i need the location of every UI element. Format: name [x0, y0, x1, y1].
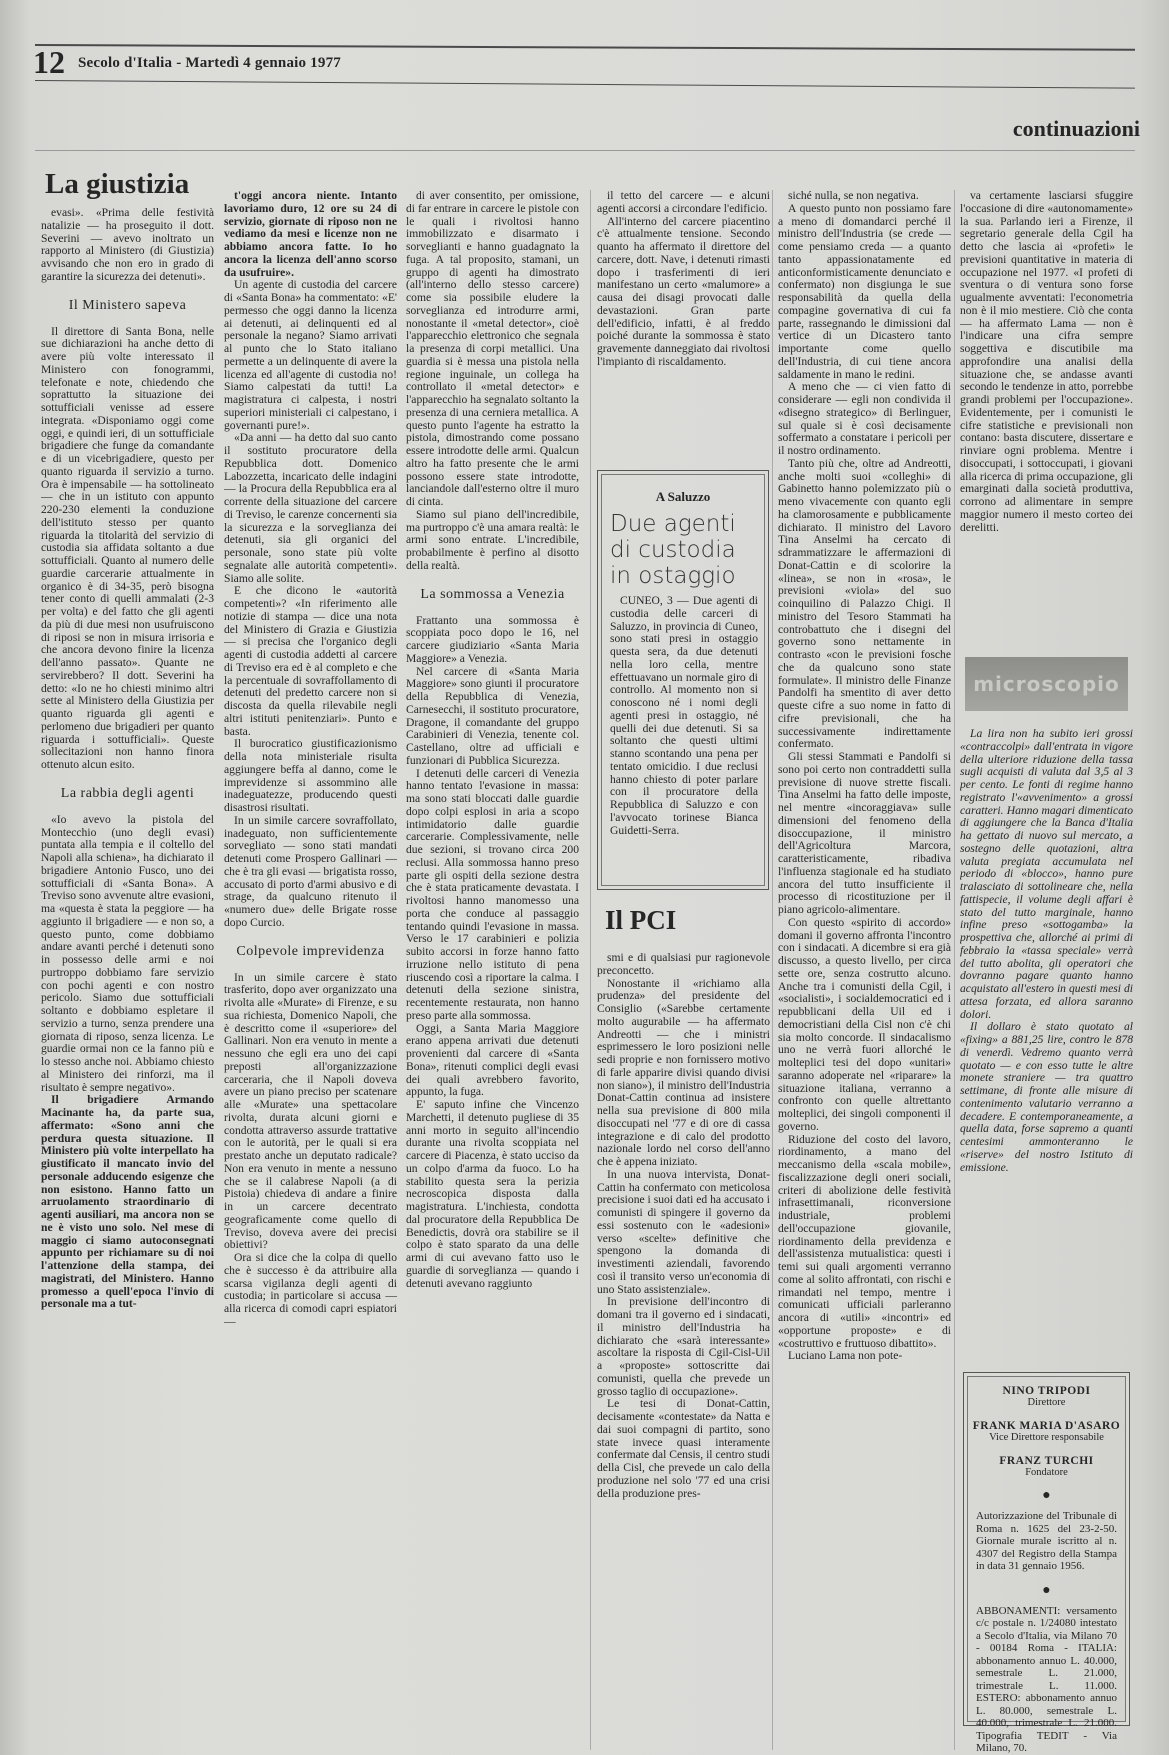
registration-text: Autorizzazione del Tribunale di Roma n. 1625 del 23-2-50. Giornale murale iscritto al n. 4307 del Registro della Stampa in data 31 gennaio 1956. — [976, 1510, 1117, 1572]
paragraph: Ora si dice che la colpa di quello che è successo è da attribuire alla scarsa vigilanza degli agenti di custodia; in particolare si accusa — alla ricerca di comodi capri espiatori — — [224, 1251, 397, 1328]
saluzzo-article-box — [597, 470, 769, 890]
paragraph: In un simile carcere è stato trasferito, dopo aver organizzato una rivolta alle «Murate» di Firenze, e su sua richiesta, Domenico Napoli, che è descritto come il «superiore» del Gallinari. Non era venuto in mente a nessuno che egli era uno dei capi preposti all'organizzazione carceraria, che il Napoli doveva avere un piano preciso per scatenare alle «Murate» una spettacolare rivolta, durata alcuni giorni e condotta attraverso assurde trattative con le autorità, per le quali si era prestato anche un deputato radicale? Non era venuto in mente a nessuno che se il calabrese Napoli (a di Pistoia) chiedeva di andare a finire in un carcere decentrato geograficamente come quello di Treviso, doveva avere dei precisi obiettivi? — [224, 970, 397, 1252]
paper-date-line: Secolo d'Italia - Martedì 4 gennaio 1977 — [78, 55, 341, 71]
paragraph: A meno che — ci vien fatto di considerare — egli non condivida il «disegno strategico» di Berlinguer, sul quale si è così decisamente soffermato a constatare i pericoli per il nostro ordinamento. — [778, 380, 951, 457]
column-divider — [590, 190, 591, 1750]
column-4-top — [597, 190, 770, 450]
paragraph: Frattanto una sommossa è scoppiata poco dopo le 16, nel carcere giudiziario «Santa Maria Maggiore» a Venezia. — [406, 613, 579, 665]
paragraph: In un simile carcere sovraffollato, inadeguato, non sufficientemente sorvegliato — sono stati mandati detenuti come Prospero Gallinari — che è tra gli evasi — brigatista rosso, accusato di porto d'armi abusivo e di strage, da qualcuno ritenuto il «numero due» delle Brigate rosse dopo Curcio. — [224, 813, 397, 929]
saluzzo-kicker: A Saluzzo — [655, 489, 711, 504]
column-1 — [41, 207, 214, 1752]
paragraph: Nonostante il «richiamo alla prudenza» del presidente del Consiglio («Sarebbe certamente molto augurabile — ha affermato Andreotti — che i ministri esprimessero le loro posizioni nelle sedi proprie e non fornissero motivo di farle apparire divisi quando divisi non siano»), il ministro dell'Industria Donat-Cattin continua ad insistere nella sua previsione di 800 mila disoccupati nel '77 e di ore di cassa integrazione e di calo del prodotto nazionale lordo nel corso dell'anno che è appena iniziato. — [597, 976, 770, 1168]
column-6-top — [960, 190, 1133, 645]
saluzzo-headline: Due agenti di custodia in ostaggio — [610, 511, 736, 589]
section-rule — [35, 150, 1135, 151]
column-4-bottom — [597, 952, 770, 1752]
paragraph: Le tesi di Donat-Cattin, decisamente «contestate» da Natta e dai suoi compagni di partito, sono state invece quasi interamente confermate dal Censis, il centro studi della Cisl, che prevede un calo della produzione nel solo '77 ed una crisi della produzione pres- — [597, 1397, 770, 1500]
paragraph: Il dollaro è stato quotato al «fixing» a 881,25 lire, contro le 878 di venerdì. Vedremo quanto verrà quotato — e con esso tutte le altre monete straniere — tra quattro settimane, di fronte alle misure di contenimento valutario verranno a decadere. E contemporaneamente, a quella data, forse sapremo a quanti centesimi ammonteranno le «riserve» del nostro Istituto di emissione. — [960, 1020, 1133, 1174]
paragraph: Siamo sul piano dell'incredibile, ma purtroppo c'è una amara realtà: le armi sono entrate. L'incredibile, probabilmente è perfino al disotto della realtà. — [406, 507, 579, 572]
paragraph: Luciano Lama non pote- — [788, 1349, 903, 1363]
microscopio-label: microscopio — [973, 672, 1120, 696]
saluzzo-paragraph: CUNEO, 3 — Due agenti di custodia delle carceri di Saluzzo, in provincia di Cuneo, sono stati presi in ostaggio questa sera, da due detenuti nella loro cella, mentre effettuavano un normale giro di controllo. Al momento non si conoscono né i nomi degli agenti presi in ostaggio, né quelli dei due detenuti. Si sa soltanto che questi ultimi stanno scontando una pena per tentato omicidio. I due reclusi hanno chiesto di poter parlare con il procuratore della Repubblica di Saluzzo e con l'avvocato torinese Bianca Guidetti-Serra. — [610, 594, 758, 837]
subheading: La rabbia degli agenti — [60, 785, 195, 801]
subheading: Colpevole imprevidenza — [236, 943, 385, 959]
paragraph: smi e di qualsiasi pur ragionevole preconcetto. — [597, 952, 770, 977]
paragraph: A questo punto non possiamo fare a meno di domandarci perché il ministro dell'Industria (se crede — come pensiamo creda — a quanto tanto appassionatamente ed anticonformisticamente denunciato e confermato) non disgiunga le sue responsabilità da quella della compagine governativa di cui fa parte, rassegnando le dimissioni dal vertice di un Dicastero tanto importante come quello dell'Industria, di cui tiene ancora saldamente in mano le redini. — [778, 201, 951, 381]
paragraph: Il brigadiere Armando Macinante ha, da parte sua, affermato: «Sono anni che perdura questa situazione. Il Ministero più volte interpellato ha giustificato il mancato invio del personale adducendo esigenze che non esistono. Hanno fatto un arruolamento straordinario di agenti ausiliari, ma ancora non se ne è visto uno solo. Nel mese di maggio ci siamo autoconsegnati appunto per richiamare su di noi l'attenzione della stampa, dei magistrati, del Ministero. Hanno promesso a quell'epoca l'invio di personale ma a tut- — [41, 1093, 214, 1311]
paragraph: va certamente lasciarsi sfuggire l'occasione di dire «autonomamente» la sua. Parlando ieri a Firenze, il segretario generale della Cgil ha detto che lascia ai «profeti» le previsioni quantitative in materia di occupazione nel 1977. «I profeti di sventura o di ventura sono forse ugualmente avventati: l'econometria non è il mio mestiere. Ciò che conta — ha affermato Lama — non è l'indicare una cifra sempre soggettiva e discutibile ma approfondire una analisi della situazione che, se andasse avanti secondo le tendenze in atto, porrebbe grandi problemi per l'occupazione». Evidentemente, per i comunisti le cifre statistiche e previsionali non contano: basta discutere, dissertare e rinviare ogni problema. Mentre i disoccupati, i sottoccupati, i giovani alla ricerca di prima occupazione, gli emarginati dalla società produttiva, corrono ad alimentare in sempre maggior numero il mesto corteo dei derelitti. — [960, 190, 1133, 534]
header-rule-top — [35, 44, 1135, 51]
paragraph: di aver consentito, per omissione, di far entrare in carcere le pistole con le quali i rivoltosi hanno immobilizzato e disarmato i sorveglianti e hanno guadagnato la fuga. A tal proposito, stamani, un gruppo di agenti ha dimostrato (all'interno dello stesso carcere) come sia possibile eludere la sorveglianza ed introdurre armi, nonostante il «metal detector», cioè l'apparecchio elettronico che segnala la presenza di corpi metallici. Una guardia si è messa una pistola nella regione inguinale, un collega ha controllato il «metal detector» e l'apparecchio ha segnalato soltanto la presenza di una cerniera metallica. A questo punto l'agente ha estratto la pistola, dimostrando come possano essere introdotte delle armi. Qualcun altro ha fatto presente che le armi possono essere state introdotte, lanciandole dall'esterno oltre il muro di cinta. — [406, 190, 579, 508]
column-3 — [406, 190, 579, 1752]
paragraph: siché nulla, se non negativa. — [788, 190, 919, 202]
paragraph: «Io avevo la pistola del Montecchio (uno degli evasi) puntata alla tempia e il coltello del Napoli alla schiena», ha dichiarato il brigadiere Antonio Fusco, uno dei sottufficiali di «Santa Bona». A Treviso sono avvenute altre evasioni, ma «questa è stata la peggiore — ha aggiunto il brigadiere — e non so, a questo punto, come dobbiamo andare avanti perché i detenuti sono in possesso delle armi e noi purtroppo dobbiamo fare servizio con pochi agenti e con nostro pericolo. Siamo due sottufficiali soltanto e dobbiamo espletare il servizio a turno, senza prendere una giornata di riposo, senza licenza. Le guardie ormai non ce la fanno più e lo stesso anche noi. Abbiamo chiesto al Ministero dei rinforzi, ma il risultato è sempre negativo». — [41, 812, 214, 1094]
paragraph: Riduzione del costo del lavoro, riordinamento, a mano del meccanismo della «scala mobile», fiscalizzazione degli oneri sociali, criteri di abolizione delle festività infrasettimanali, riconversione industriale, problemi dell'occupazione giovanile, riordinamento della previdenza e dell'assistenza mutualistica: questi i temi sui quali argomenti verranno come al solito affrontati, con rischi e rimandati nel tempo, mentre i comunicati ufficiali parleranno ancora di «utili» «incontri» ed «opportune proposte» e di «costruttivo e fruttuoso dibattito». — [778, 1132, 951, 1350]
article-title-giustizia: La giustizia — [45, 168, 190, 200]
paragraph: I detenuti delle carceri di Venezia hanno tentato l'evasione in massa: ma sono stati bloccati dalle guardie dopo colpi esplosi in aria a scopo intimidatorio dalle guardie carcerarie. Complessivamente, nelle due sezioni, si trovano circa 200 reclusi. Alla sommossa hanno preso parte gli ospiti della sezione destra che è stata praticamente devastata. I rivoltosi hanno manomesso una porta che conduce al passaggio tentando quindi l'evasione in massa. Verso le 17 carabinieri e polizia subito accorsi in forze hanno fatto irruzione nello istituto di pena riuscendo così a riportare la calma. I detenuti della sezione sinistra, recentemente restaurata, non hanno preso parte alla sommossa. — [406, 766, 579, 1022]
vice-director-name: FRANK MARIA D'ASARO — [972, 1420, 1121, 1432]
column-divider — [772, 190, 773, 1750]
director-name: NINO TRIPODI — [1002, 1385, 1091, 1397]
subheading: La sommossa a Venezia — [420, 586, 565, 602]
paragraph: La lira non ha subito ieri grossi «contraccolpi» dall'entrata in vigore della ulteriore riduzione della tassa sugli acquisti di valuta dal 3,5 al 3 per cento. Le fonti di regime hanno registrato l'«avvenimento» a grossi caratteri. Hanno magari dimenticato di aggiungere che la Banca d'Italia ha gettato di nuovo sul mercato, a sostegno delle quotazioni, altra valuta pregiata accumulata nel periodo di «blocco», hanno pure tralasciato di sottolineare che, nella fattispecie, il volume degli affari è stato del tutto marginale, hanno infine preso «sottogamba» la prospettiva che, allorché ai primi di febbraio la «tassa speciale» verrà del tutto abolita, gli operatori che dovranno pagare quanto hanno acquistato all'estero in questi mesi di attesa forzata, ed allora saranno dolori. — [960, 728, 1133, 1021]
paragraph: Il burocratico giustificazionismo della nota ministeriale risulta aggiungere beffa al danno, come le imprevidenze si assommino alle inadeguatezze, producendo questi disastrosi risultati. — [224, 737, 397, 814]
paragraph: Nel carcere di «Santa Maria Maggiore» sono giunti il procuratore della Repubblica di Venezia, Carnesecchi, il sostituto procuratore, Dragone, il comandante del gruppo Carabinieri di Venezia, tenente col. Castellano, oltre ad ufficiali e funzionari di Pubblica Sicurezza. — [406, 664, 579, 767]
column-2 — [224, 190, 397, 1752]
founder-role: Fondatore — [1025, 1467, 1068, 1478]
column-5 — [778, 190, 951, 1752]
paragraph: All'interno del carcere piacentino c'è attualmente tensione. Secondo quanto ha affermato il direttore del carcere, dott. Nave, i detenuti rimasti dopo i trasferimenti di ieri manifestano un certo «malumore» a causa dei disagi provocati dalle devastazioni. Gran parte dell'edificio, infatti, è al freddo poiché durante la sommossa è stato gravemente danneggiato dai rivoltosi l'impianto di riscaldamento. — [597, 214, 770, 368]
paragraph: t'oggi ancora niente. Intanto lavoriamo duro, 12 ore su 24 di servizio, giornate di riposo non ne vediamo da mesi e licenze non ne abbiamo ancora fatte. Io ho ancora la licenza dell'anno scorso da usufruire». — [224, 190, 397, 279]
section-title: continuazioni — [1012, 116, 1140, 141]
paragraph: E che dicono le «autorità competenti»? «In riferimento alle notizie di stampa — dice una nota del Ministero di Grazia e Giustizia — si precisa che l'organico degli agenti di custodia addetti al carcere di Treviso era ed è al completo e che la percentuale di sovraffollamento di detenuti del predetto carcere non si discosta da quella rilevabile negli altri istituti penitenziari». Punto e basta. — [224, 584, 397, 738]
column-divider — [954, 190, 955, 1750]
subheading: Il Ministero sapeva — [68, 297, 187, 313]
paragraph: il tetto del carcere — e alcuni agenti accorsi a circondare l'edificio. — [597, 190, 770, 215]
paragraph: evasi». «Prima delle festività natalizie — ha proseguito il dott. Severini — avevo inoltrato un rapporto al Ministero (di Giustizia) avvisando che non ero in grado di garantire la sicurezza dei detenuti». — [41, 207, 214, 283]
paragraph: «Da anni — ha detto dal suo canto il sostituto procuratore della Repubblica dott. Domenico Labozzetta, incaricato delle indagini — la Procura della Repubblica era al corrente della situazione del carcere di Treviso, le carenze concernenti sia la sicurezza e la sorveglianza dei detenuti, sia gli organici del personale, sono state più volte segnalate alle autorità competenti». Siamo alle solite. — [224, 431, 397, 585]
paragraph: E' saputo infine che Vincenzo Marchetti, il detenuto pugliese di 35 anni morto in seguito all'incendio durante una rivolta scoppiata nel carcere di Piacenza, è stato ucciso da un colpo d'arma da fuoco. Lo ha stabilito questa sera la perizia necroscopica disposta dalla magistratura. L'inchiesta, condotta dal procuratore della Repubblica De Benedictis, dovrà ora stabilire se il colpo è stato sparato da una delle armi di cui avevano fatto uso le guardie di sorveglianza — quando i detenuti avevano raggiunto — [406, 1098, 579, 1290]
header-rule-bottom — [35, 80, 1135, 89]
page-number: 12 — [33, 44, 65, 80]
column-6-microscopio — [960, 728, 1133, 1358]
paragraph: Un agente di custodia del carcere di «Santa Bona» ha commentato: «E' permesso che oggi danno la licenza ai detenuti, ai delinquenti ed al personale la negano? Siamo arrivati al punto che lo Stato italiano permette a un delinquente di avere la licenza ed all'agente di custodia no! Siamo calpestati da tutti! La magistratura ci calpesta, i nostri superiori ministeriali ci calpestano, i governanti pure!». — [224, 278, 397, 432]
paragraph: Con questo «spirito di accordo» domani il governo affronta l'incontro con i sindacati. A dicembre si era già discusso, a questo livello, per circa sette ore, senza costrutto alcuno. Anche tra i comunisti della Cgil, i «socialisti», i socialdemocratici ed i repubblicani della Uil ed i democristiani della Cisl non c'è chi sia molto concorde. Il sindacalismo uno ne verrà fuori allorché le molteplici tesi del dopo «unitari» saranno adoperate nel «riparare» la situazione italiana, verranno a confronto con quelle altrettanto molteplici, dei singoli componenti il governo. — [778, 915, 951, 1133]
paragraph: Oggi, a Santa Maria Maggiore erano appena arrivati due detenuti provenienti dal carcere di «Santa Bona», ritenuti complici degli evasi dei quali avrebbero favorito, appunto, la fuga. — [406, 1021, 579, 1099]
vice-director-role: Vice Direttore responsabile — [989, 1432, 1104, 1443]
paragraph: In previsione dell'incontro di domani tra il governo ed i sindacati, il ministro dell'Industria ha dichiarato che «sarà interessante» ascoltare la risposta di Cgil-Cisl-Uil a «proposte» sottoscritte dai comunisti, quella che prevede un grosso taglio di occupazione». — [597, 1295, 770, 1398]
bullet-icon: ● — [1042, 1488, 1051, 1503]
saluzzo-body — [610, 595, 758, 837]
subscriptions-text: ABBONAMENTI: versamento c/c postale n. 1/24080 intestato a Secolo d'Italia, via Milano 70 - 00184 Roma - ITALIA: abbonamento annuo L. 40.000, semestrale L. 21.000, trimestrale L. 11.000. ESTERO: abbonamento annuo L. 80.000, semestrale L. 40.000, trimestrale L. 21.000. Tipografia TEDIT - Via Milano, 70. — [976, 1604, 1117, 1754]
masthead-box — [963, 1372, 1130, 1754]
director-role: Direttore — [1027, 1397, 1066, 1408]
article-title-pci: Il PCI — [605, 905, 677, 935]
founder-name: FRANZ TURCHI — [999, 1455, 1094, 1467]
microscopio-banner — [965, 657, 1128, 711]
paragraph: In una nuova intervista, Donat-Cattin ha confermato con meticolosa precisione i suoi dati ed ha accusato i comunisti di spingere il governo da essi sostenuto con le «adesioni» verso «scelte» definitive che spengono la domanda di investimenti aziendali, favorendo così il transito verso un'economia di uno Stato assistenziale». — [597, 1167, 770, 1296]
paragraph: Gli stessi Stammati e Pandolfi si sono poi certo non contraddetti sulla previsione di nuove strette fiscali. Tina Anselmi ha fatto delle imposte, nel mentre «incoraggiava» sulle dimensioni del fenomeno della disoccupazione, il ministro dell'Agricoltura Marcora, caratteristicamente, ribadiva l'influenza stagionale ed ha studiato ancora del tutto insufficiente il processo di ricostituzione per il piano agricolo-alimentare. — [778, 750, 951, 916]
paragraph: Il direttore di Santa Bona, nelle sue dichiarazioni ha anche detto di avere più volte interessato il Ministero con fonogrammi, telefonate e note, chiedendo che soprattutto la situazione dei sottufficiali venisse ad essere integrata. «Disponiamo oggi come oggi, e quindi ieri, di un sottufficiale brigadiere che funge da comandante e di un vicebrigadiere, questo per quanto riguarda il servizio a turno. Ora è impensabile — ha sottolineato — che in un istituto con appunto 220-230 elementi la conduzione dell'istituto stesso per quanto riguarda la titolarità del servizio di custodia sia affidata soltanto a due sottufficiali. Quanto al numero delle guardie carcerarie attualmente in organico è di 34-35, però bisogna tener conto di quelli ammalati (2-3 per volta) e del fatto che gli agenti da più di due mesi non usufruiscono di riposi se non in misura irrisoria e che ancora devono finire la licenza dell'anno passato». Quante ne servirebbero? Il dott. Severini ha detto: «Io ne ho chiesti minimo altri sette al Ministero della Giustizia per quanto riguarda gli agenti e perlomeno due brigadieri per quanto riguarda i sottufficiali». Queste sollecitazioni non hanno finora ottenuto alcun esito. — [41, 324, 214, 771]
paragraph: Tanto più che, oltre ad Andreotti, anche molti suoi «colleghi» di Gabinetto hanno polemizzato più o meno vivacemente con quanto egli ha clamorosamente e pubblicamente dichiarato. Il ministro del Lavoro Tina Anselmi ha cercato di sdrammatizzare le affermazioni di Donat-Cattin e di scolorire la «linea», se non in «rosa», le previsioni «viola» del suo coinquilino di Palazzo Chigi. Il ministro del Tesoro Stammati ha controbattuto che i disegni del governo sono nettamente in contrasto «con le previsioni fosche che da qualcuno sono state formulate». Il ministro delle Finanze Pandolfi ha smentito di aver detto queste cifre a suo nome in fatto di cifre previsionali, che ha successivamente indirettamente confermato. — [778, 456, 951, 751]
bullet-icon: ● — [1042, 1582, 1051, 1598]
